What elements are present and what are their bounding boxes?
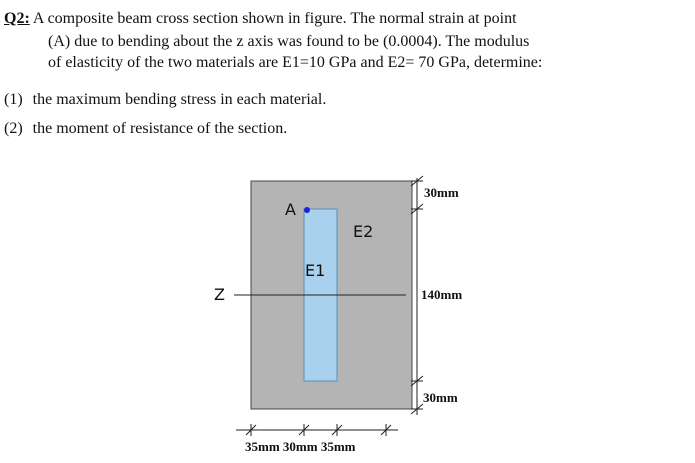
question-number: Q2:	[4, 10, 30, 27]
dimension-middle: 140mm	[421, 287, 463, 302]
part-2-number: (2)	[4, 120, 23, 137]
dimension-bottom: 30mm	[423, 390, 458, 405]
material-label-e2: E2	[353, 222, 374, 241]
axis-label-z: Z	[214, 285, 225, 304]
point-a-marker	[304, 207, 310, 213]
part-1-text: the maximum bending stress in each material.	[32, 91, 327, 108]
dimension-top: 30mm	[424, 185, 459, 200]
part-2-text: the moment of resistance of the section.	[32, 120, 288, 137]
question-text-2: (A) due to bending about the z axis was found to be (0.0004). The modulus	[48, 33, 530, 50]
point-a-label: A	[285, 200, 296, 219]
dimension-widths: 35mm 30mm 35mm	[245, 439, 356, 454]
material-label-e1: E1	[305, 261, 326, 280]
part-1-number: (1)	[4, 91, 23, 108]
question-text-1: A composite beam cross section shown in figure. The normal strain at point	[29, 10, 517, 27]
question-text-3: of elasticity of the two materials are E1=10 GPa and E2= 70 GPa, determine:	[48, 54, 543, 71]
